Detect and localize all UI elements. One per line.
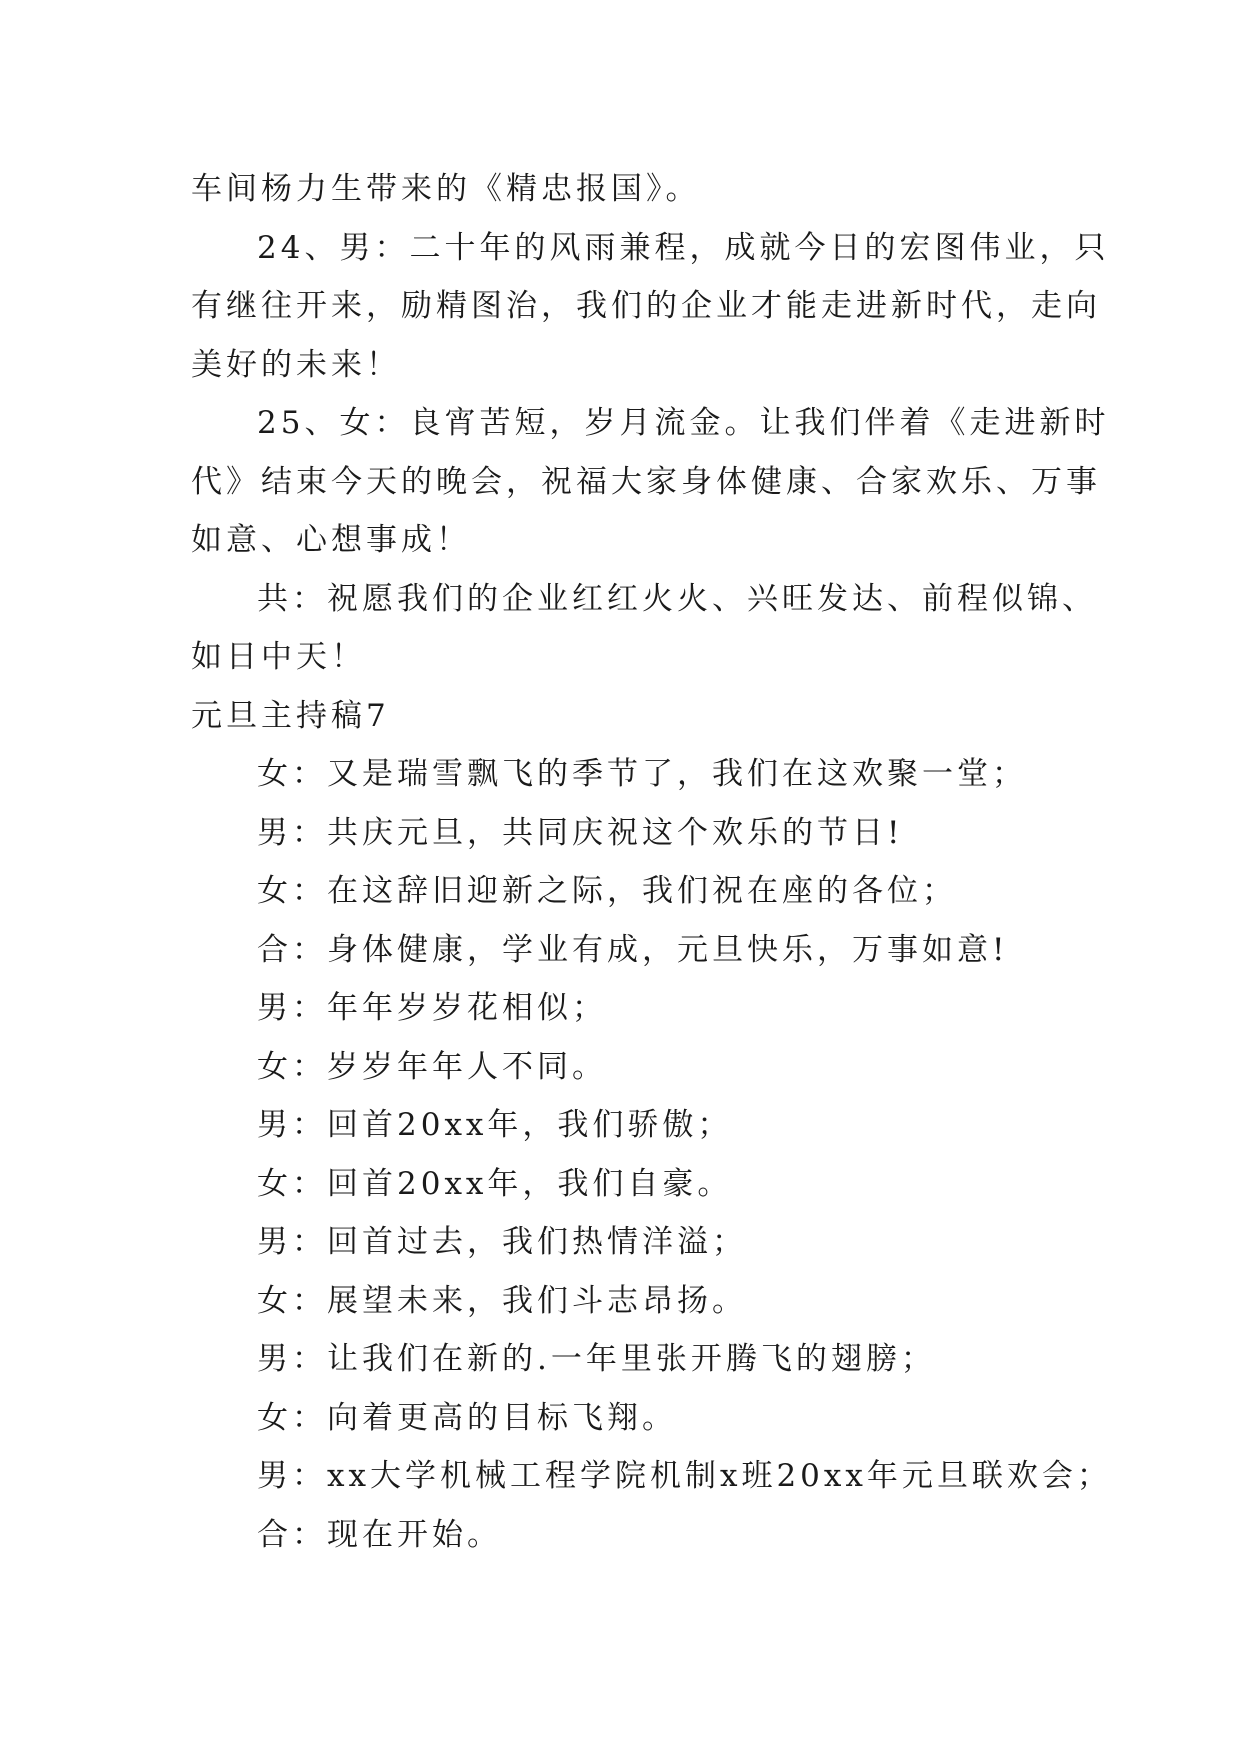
dialogue-line: 女：展望未来，我们斗志昂扬。 <box>257 1282 747 1319</box>
text-line: 24、男：二十年的风雨兼程，成就今日的宏图伟业，只 <box>257 229 1110 266</box>
section-heading: 元旦主持稿7 <box>191 697 390 734</box>
document-body <box>191 160 1112 1564</box>
text-line: 共：祝愿我们的企业红红火火、兴旺发达、前程似锦、 <box>257 580 1097 617</box>
dialogue-line: 合：身体健康，学业有成，元旦快乐，万事如意! <box>257 931 1009 968</box>
text-line: 25、女：良宵苦短，岁月流金。让我们伴着《走进新时 <box>257 405 1110 441</box>
dialogue-line: 男：回首过去，我们热情洋溢； <box>257 1224 747 1260</box>
text-line: 车间杨力生带来的《精忠报国》。 <box>191 171 701 207</box>
text-line: 有继往开来，励精图治，我们的企业才能走进新时代，走向 <box>191 288 1101 324</box>
dialogue-line: 女：在这辞旧迎新之际，我们祝在座的各位； <box>257 873 957 909</box>
dialogue-line: 女：岁岁年年人不同。 <box>257 1048 607 1085</box>
dialogue-line: 女：向着更高的目标飞翔。 <box>257 1399 677 1436</box>
dialogue-line: 女：又是瑞雪飘飞的季节了，我们在这欢聚一堂； <box>257 756 1027 792</box>
dialogue-line: 男：让我们在新的.一年里张开腾飞的翅膀； <box>257 1341 936 1377</box>
dialogue-line: 男：xx大学机械工程学院机制x班20xx年元旦联欢会； <box>257 1458 1112 1494</box>
dialogue-line: 合：现在开始。 <box>257 1516 502 1553</box>
dialogue-line: 男：共庆元旦，共同庆祝这个欢乐的节日! <box>257 814 904 851</box>
text-line: 代》结束今天的晚会，祝福大家身体健康、合家欢乐、万事 <box>191 463 1101 500</box>
text-line: 如日中天！ <box>191 639 366 675</box>
text-line: 美好的未来！ <box>191 346 401 383</box>
text-line: 如意、心想事成！ <box>191 522 471 558</box>
dialogue-line: 女：回首20xx年，我们自豪。 <box>257 1165 733 1202</box>
dialogue-line: 男：回首20xx年，我们骄傲； <box>257 1107 733 1143</box>
dialogue-line: 男：年年岁岁花相似； <box>257 990 607 1026</box>
